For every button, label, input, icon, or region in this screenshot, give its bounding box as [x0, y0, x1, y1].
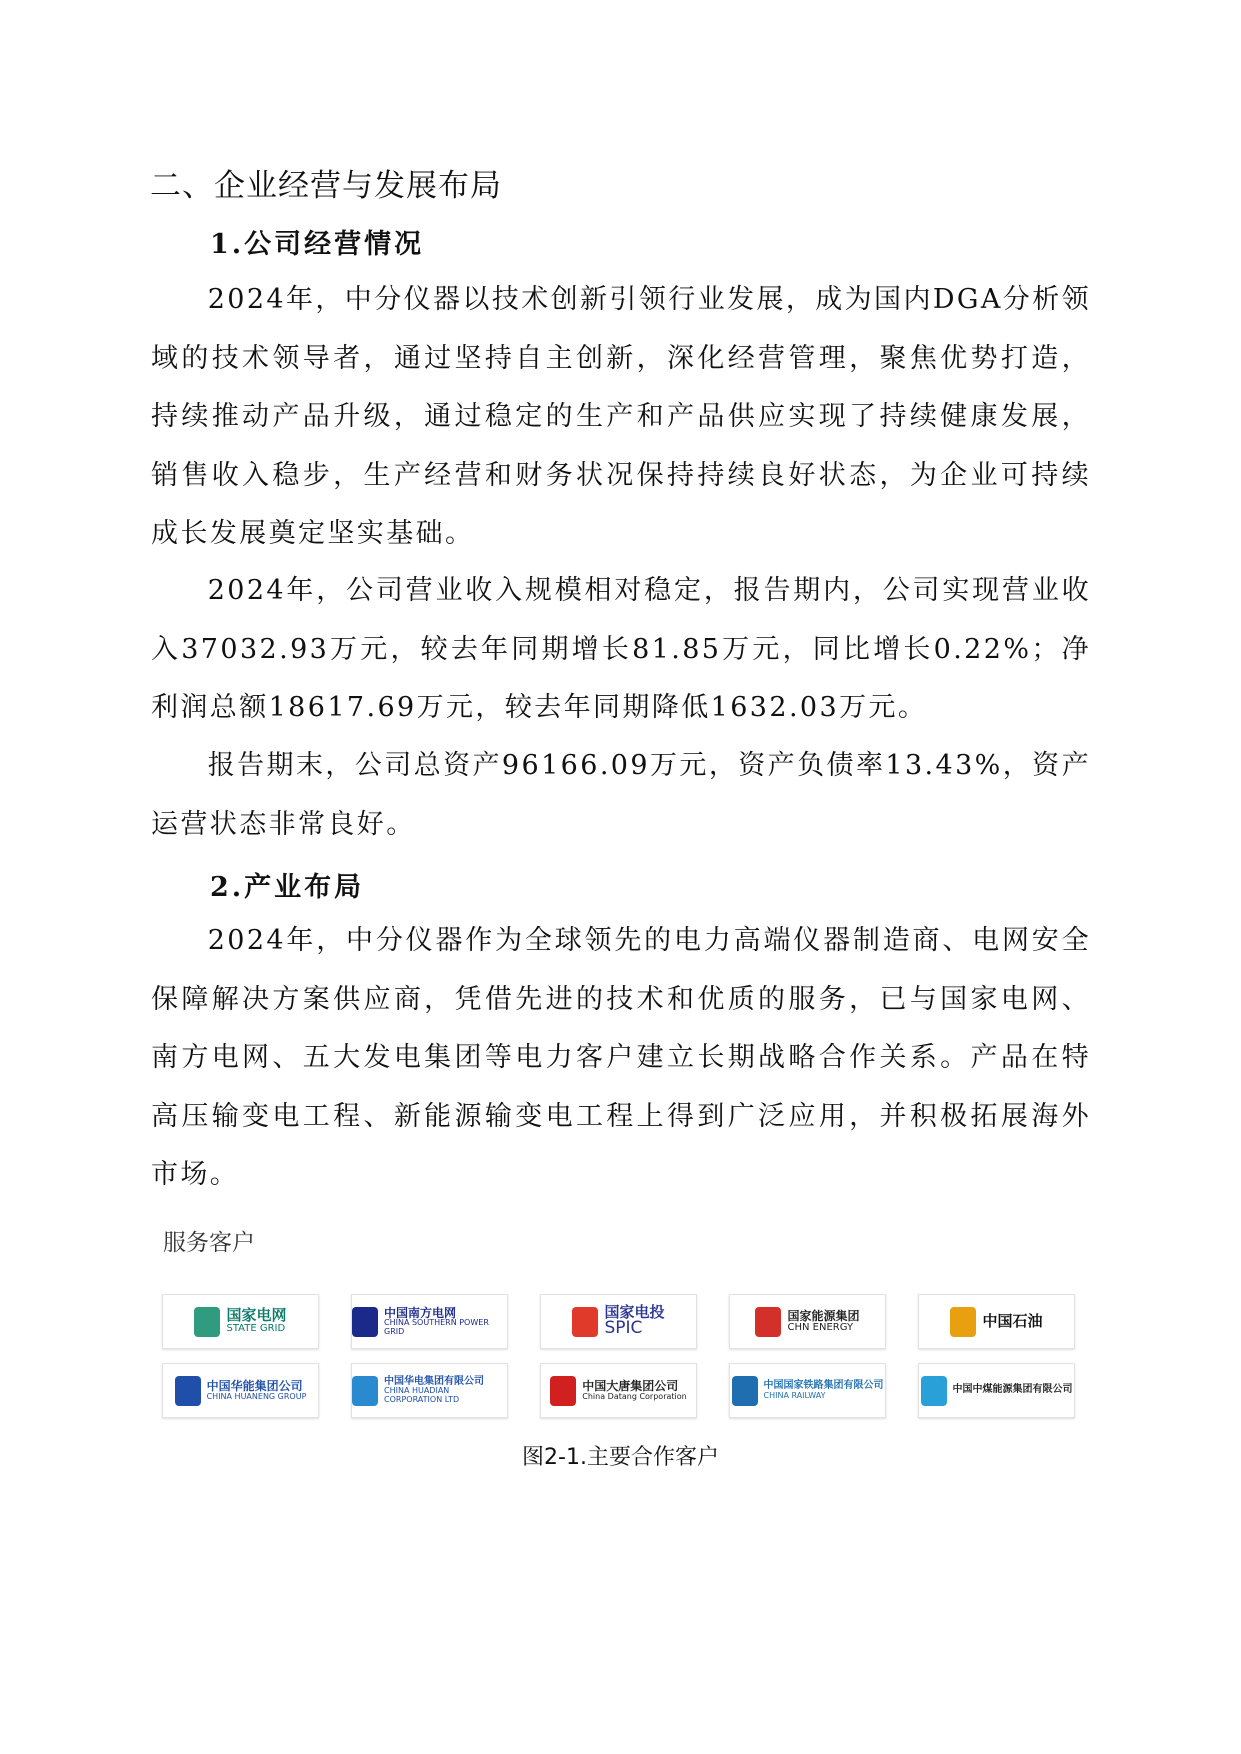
- figure-label: 服务客户: [163, 1230, 255, 1256]
- client-logo: [729, 1294, 886, 1349]
- logo-emblem-icon: [352, 1307, 378, 1337]
- logo-name: 国家电投: [604, 1302, 665, 1321]
- logo-name: 中国华电集团有限公司: [384, 1375, 484, 1387]
- logo-emblem-icon: [732, 1376, 758, 1406]
- client-logo: [162, 1294, 319, 1349]
- client-logo: [729, 1363, 886, 1418]
- logo-english-name: STATE GRID: [226, 1323, 286, 1335]
- logo-english-name: China Datang Corporation: [582, 1391, 687, 1401]
- logo-emblem-icon: [755, 1307, 781, 1337]
- paragraph: 2024年，中分仪器作为全球领先的电力高端仪器制造商、电网安全保障解决方案供应商，凭借先进的技术和优质的服务，已与国家电网、南方电网、五大发电集团等电力客户建立长期战略合作关系。产品在特高压输变电工程、新能源输变电工程上得到广泛应用，并积极拓展海外市场。: [151, 925, 1091, 1190]
- client-logo: [918, 1363, 1075, 1418]
- logo-emblem-icon: [175, 1376, 201, 1406]
- subsection-heading: 1.公司经营情况: [210, 229, 425, 260]
- section-title: 二、企业经营与发展布局: [150, 168, 502, 204]
- logo-name: 中国大唐集团公司: [582, 1379, 679, 1393]
- logo-english-name: CHINA HUADIAN CORPORATION LTD: [384, 1386, 460, 1404]
- paragraph: 2024年，公司营业收入规模相对稳定，报告期内，公司实现营业收入37032.93万元，较去年同期增长81.85万元，同比增长0.22%；净利润总额18617.69万元，较去年同期降低1632.03万元。: [151, 575, 1091, 723]
- client-logo: [162, 1363, 319, 1418]
- client-logo: [540, 1363, 697, 1418]
- client-logo: [918, 1294, 1075, 1349]
- logo-emblem-icon: [194, 1307, 220, 1337]
- figure-caption: 图2-1.主要合作客户: [522, 1445, 719, 1470]
- logo-name: 中国中煤能源集团有限公司: [952, 1384, 1073, 1396]
- client-logo: [540, 1294, 697, 1349]
- logo-name: 中国南方电网: [384, 1305, 457, 1320]
- logo-english-name: CHN ENERGY: [787, 1321, 854, 1333]
- logo-english-name: CHINA SOUTHERN POWER GRID: [384, 1318, 489, 1336]
- logo-english-name: CHINA HUANENG GROUP: [206, 1391, 307, 1401]
- paragraph: 2024年，中分仪器以技术创新引领行业发展，成为国内DGA分析领域的技术领导者，通过坚持自主创新，深化经营管理，聚焦优势打造，持续推动产品升级，通过稳定的生产和产品供应实现了持续健康发展，销售收入稳步，生产经营和财务状况保持持续良好状态，为企业可持续成长发展奠定坚实基础。: [151, 284, 1091, 549]
- logo-name: 国家能源集团: [787, 1308, 860, 1323]
- client-logo: [351, 1294, 508, 1349]
- logo-emblem-icon: [572, 1307, 598, 1337]
- logo-english-name: CHINA RAILWAY: [763, 1390, 826, 1400]
- client-logo: [351, 1363, 508, 1418]
- logo-emblem-icon: [550, 1376, 576, 1406]
- subsection-heading: 2.产业布局: [210, 872, 365, 903]
- logo-emblem-icon: [921, 1376, 947, 1406]
- client-logo-grid: [162, 1294, 1074, 1418]
- logo-name: 中国华能集团公司: [206, 1379, 303, 1393]
- paragraph: 报告期末，公司总资产96166.09万元，资产负债率13.43%，资产运营状态非常良好。: [151, 750, 1091, 840]
- logo-name: 中国石油: [982, 1311, 1043, 1330]
- logo-emblem-icon: [950, 1307, 976, 1337]
- logo-name: 中国国家铁路集团有限公司: [763, 1380, 884, 1392]
- logo-emblem-icon: [352, 1376, 378, 1406]
- logo-english-name: SPIC: [604, 1318, 643, 1339]
- logo-name: 国家电网: [226, 1306, 287, 1325]
